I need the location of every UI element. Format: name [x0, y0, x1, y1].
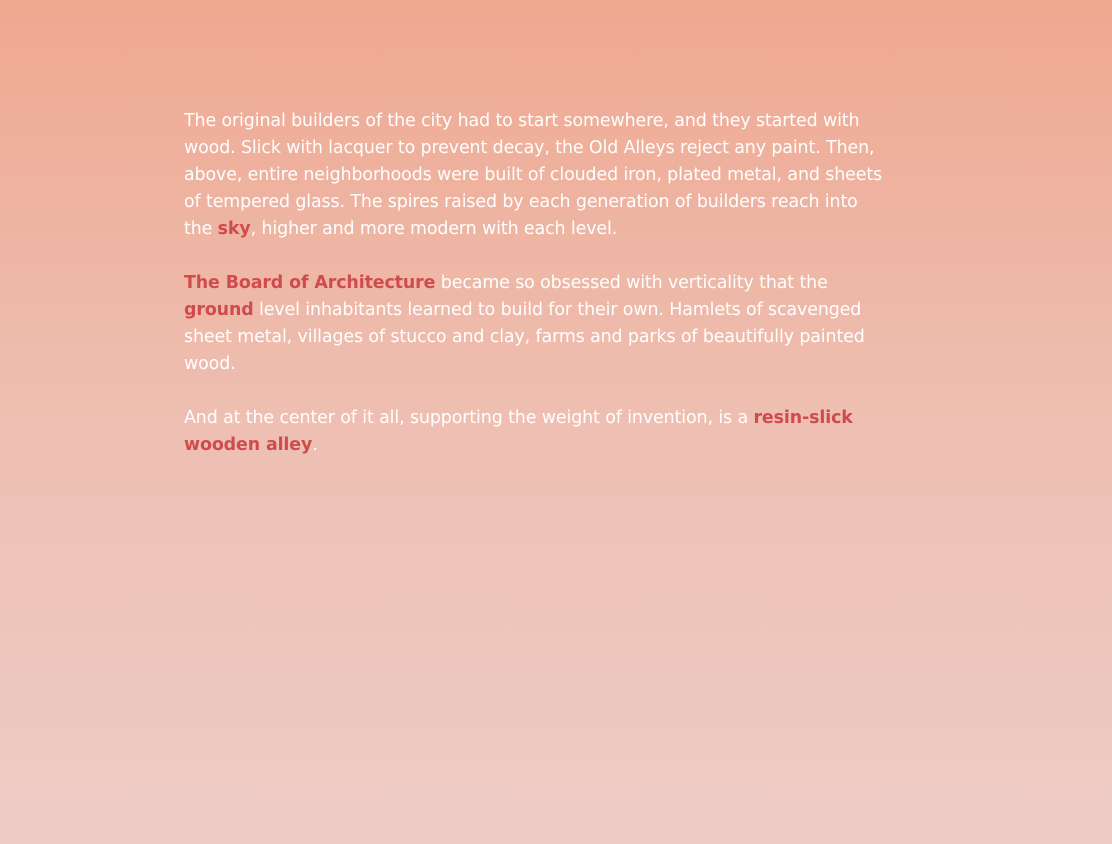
paragraph-text: became so obsessed with verticality that the — [435, 273, 828, 293]
paragraph-builders — [184, 108, 884, 243]
paragraph-text: level inhabitants learned to build for their own. Hamlets of scavenged sheet metal, villages of stucco and clay, farms and parks of beautifully painted wood. — [184, 300, 865, 374]
paragraph-text: And at the center of it all, supporting the weight of invention, is a — [184, 408, 754, 428]
link-resin-slick-wooden-alley[interactable]: resin-slick wooden alley — [184, 408, 853, 455]
paragraph-center — [184, 405, 884, 459]
link-board-of-architecture[interactable]: The Board of Architecture — [184, 273, 436, 293]
link-ground[interactable]: ground — [184, 300, 254, 320]
paragraph-text: The original builders of the city had to start somewhere, and they started with wood. Slick with lacquer to prevent decay, the Old Alleys reject any paint. Then, above, entire neighborhoods were built of clouded iron, plated metal, and sheets of tempered glass. The spires raised by each generation of builders reach into the — [184, 111, 882, 239]
story-text — [184, 108, 884, 486]
paragraph-text: . — [312, 435, 318, 455]
paragraph-text: , higher and more modern with each level. — [250, 219, 618, 239]
paragraph-board — [184, 270, 884, 378]
link-sky[interactable]: sky — [217, 219, 251, 239]
